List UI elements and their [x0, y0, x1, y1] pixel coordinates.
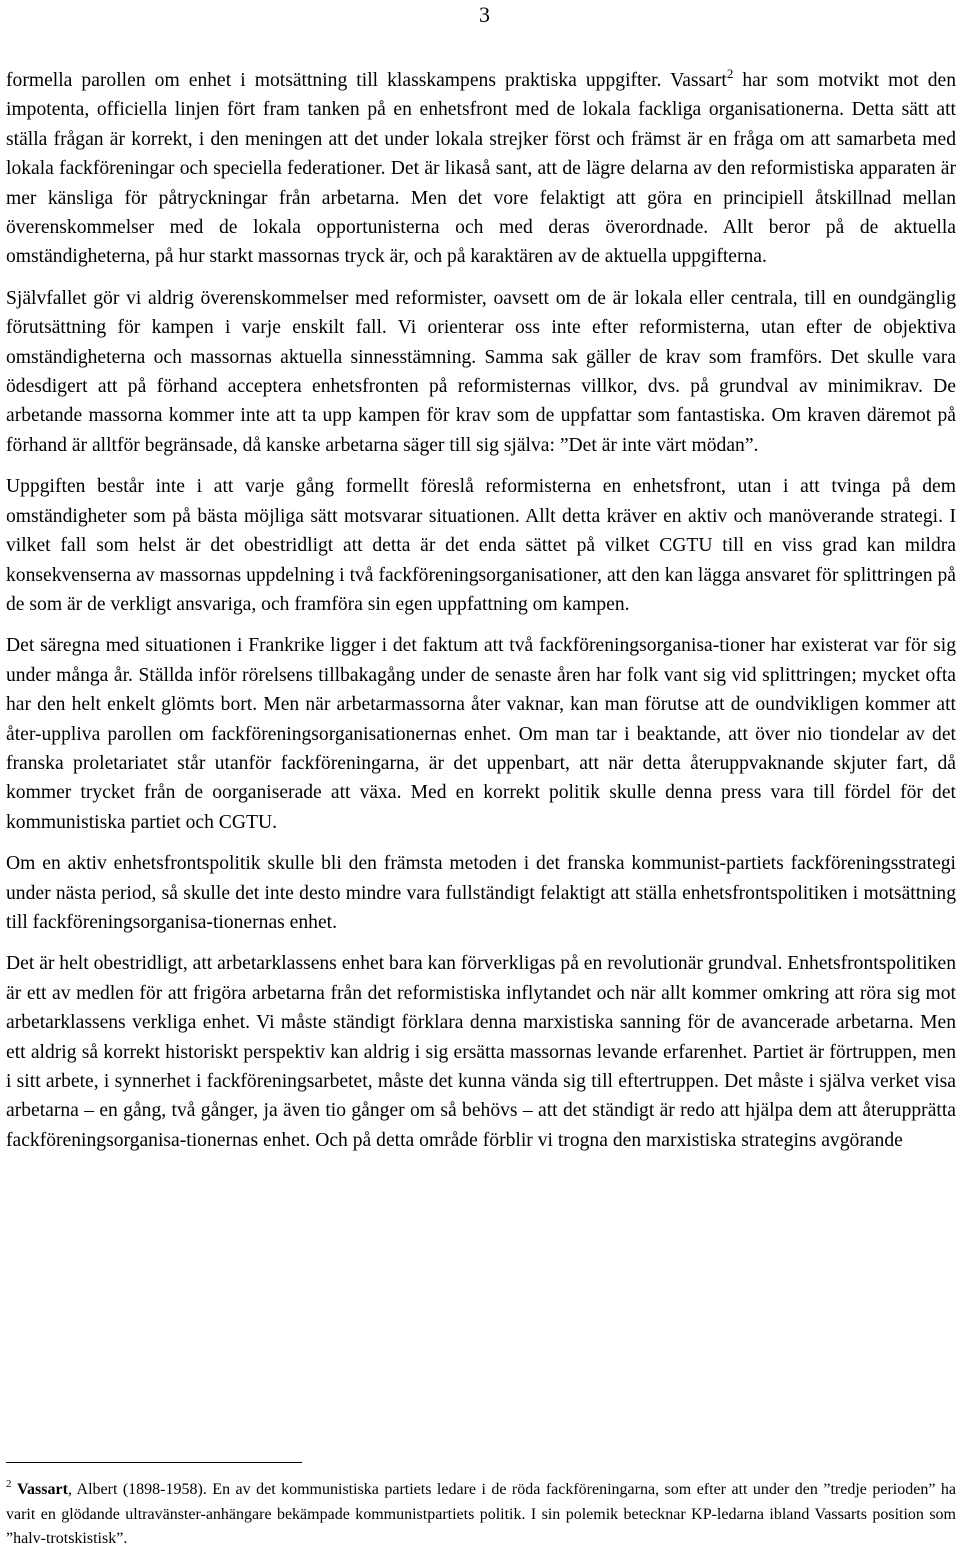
- paragraph-1: [6, 66, 956, 272]
- footnote-divider: [6, 1462, 302, 1463]
- footnote-reference[interactable]: 2: [726, 66, 734, 81]
- paragraph-4: Det säregna med situationen i Frankrike ligger i det faktum att två fackföreningsorganisa-tioner har existerat var för sig under många år. Ställda inför rörelsens tillbakagång under de senaste åren har folk vant sig vid splittringen; mycket ofta har den helt enkelt glömts bort. Men när arbetarmassorna åter vaknar, kan man förutse att de oundvikligen kommer att åter-uppliva parollen om fackföreningsorganisationernas enhet. Om man tar i beaktande, att över nio tiondelar av det franska proletariatet står utanför fackföreningarna, är det uppenbart, att när detta återuppvaknande skjuter fart, då kommer trycket från de oorganiserade att växa. Med en korrekt politik skulle denna press vara till fördel för det kommunistiska partiet och CGTU.: [6, 635, 956, 833]
- paragraph-1-text-b: har som motvikt mot den impotenta, officiella linjen fört fram tanken på en enhetsfront med de lokala fackliga organisationerna. Detta sätt att ställa frågan är korrekt, i den meningen att det under lokala strejker först och främst är en fråga om att samarbeta med lokala fackföreningar och speciella federationer. Det är likaså sant, att de lägre delarna av den reformistiska apparaten är mer känsliga för påtryckningar från arbetarna. Men det vore felaktigt att göra en principiell åtskillnad mellan överenskommelser med de lokala opportunisterna och med deras överordnade. Allt beror på de aktuella omständigheterna, på hur starkt massornas tryck är, och på karaktären av de aktuella uppgifterna.: [6, 70, 956, 268]
- page-number: 3: [479, 2, 490, 27]
- paragraph-6: Det är helt obestridligt, att arbetarklassens enhet bara kan förverkligas på en revolutionär grundval. Enhetsfrontspolitiken är ett av medlen för att frigöra arbetarna från det reformistiska inflytandet och när allt kommer omkring att röra sig mot arbetarklassens verkliga enhet. Vi måste ständigt förklara denna marxistiska sanning för de avancerade arbetarna. Men ett aldrig så korrekt historiskt perspektiv kan aldrig i sig ersätta massornas levande erfarenhet. Partiet är förtruppen, men i sitt arbete, i synnerhet i fackföreningsarbetet, måste det kunna vända sig till eftertruppen. Det måste i själva verket visa arbetarna – en gång, två gånger, ja även tio gånger om så behövs – att det ständigt är redo att hjälpa dem att återupprätta fackföreningsorganisa-tionernas enhet. Och på detta område förblir vi trogna den marxistiska strategins avgörande: [6, 953, 956, 1151]
- paragraph-2: Självfallet gör vi aldrig överenskommelser med reformister, oavsett om de är lokala eller centrala, till en oundgänglig förutsättning för kampen i varje enskilt fall. Vi orienterar oss inte efter reformisterna, utan efter de objektiva omständigheterna och massornas aktuella sinnesstämning. Samma sak gäller de krav som framförs. Det skulle vara ödesdigert att på förhand acceptera enhetsfronten på reformisternas villkor, dvs. på grundval av minimikrav. De arbetande massorna kommer inte att ta upp kampen för krav som de uppfattar som fantastiska. Om kraven däremot på förhand är alltför begränsade, då kanske arbetarna säger till sig själva: ”Det är inte värt mödan”.: [6, 287, 956, 456]
- paragraph-5: Om en aktiv enhetsfrontspolitik skulle bli den främsta metoden i det franska kommunist-partiets fackföreningsstrategi under nästa period, så skulle det inte desto mindre vara fullständigt felaktigt att ställa enhetsfrontspolitiken i motsättning till fackföreningsorganisa-tionernas enhet.: [6, 853, 956, 933]
- paragraph-3: Uppgiften består inte i att varje gång formellt föreslå reformisterna en enhetsfront, utan i att tvinga på dem omständigheter som på bästa möjliga sätt motsvarar situationen. Allt detta kräver en aktiv och manöverande strategi. I vilket fall som helst är det obestridligt att detta är det enda sättet på vilket CGTU till en viss grad kan mildra konsekvenserna av massornas uppdelning i två fackföreningsorganisationer, att den kan lägga ansvaret för splittringen på de som är de verkligt ansvariga, och framföra sin egen uppfattning om kampen.: [6, 476, 956, 615]
- footnote: [6, 1478, 956, 1552]
- body-text: [6, 66, 956, 1155]
- footnote-name: Vassart: [16, 1481, 68, 1498]
- footnote-marker: 2: [6, 1478, 12, 1490]
- footnote-text: , Albert (1898-1958). En av det kommunistiska partiets ledare i de röda fackföreningarna, som efter att under den ”tredje perioden” ha varit en glödande ultravänster-anhängare bekämpade kommunistpartiets politik. I sin polemik betecknar KP-ledarna ibland Vassarts position som ”halv-trotskistisk”.: [6, 1481, 957, 1547]
- paragraph-1-text-a: formella parollen om enhet i motsättning till klasskampens praktiska uppgifter. Vassart: [6, 70, 727, 91]
